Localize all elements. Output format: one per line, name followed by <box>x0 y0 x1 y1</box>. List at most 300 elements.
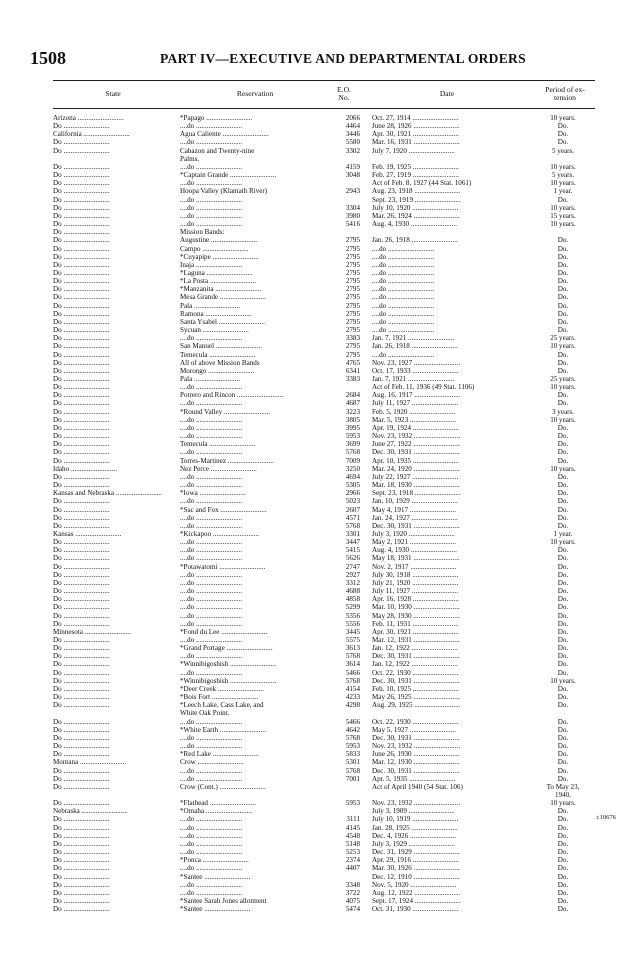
state-cell: Do .......................... <box>53 603 110 612</box>
table-row <box>0 791 630 799</box>
reservation-cell: Crow .......................... <box>180 758 244 767</box>
state-cell: Do .......................... <box>53 342 110 351</box>
table-row <box>0 285 630 293</box>
period-cell: Do. <box>557 864 569 873</box>
date-cell: Apr. 10, 1935 .......................... <box>372 456 459 465</box>
period-cell: Do. <box>557 277 569 286</box>
eo-number-cell: 2795 <box>345 326 360 335</box>
eo-number-cell: 2966 <box>345 489 360 498</box>
period-cell: Do. <box>557 733 569 742</box>
table-row <box>0 326 630 334</box>
date-cell: July 10, 1920 .......................... <box>372 203 459 212</box>
table-row <box>0 497 630 505</box>
table-row <box>0 832 630 840</box>
table-row <box>0 603 630 611</box>
reservation-cell: Santa Ysabel .......................... <box>180 317 265 326</box>
table-row <box>0 408 630 416</box>
state-cell: Montana .......................... <box>53 758 127 767</box>
eo-number-cell: 7009 <box>345 456 360 465</box>
period-cell: Do. <box>557 440 569 449</box>
date-cell: Oct. 31, 1930 .......................... <box>372 905 459 914</box>
eo-number-cell: 5768 <box>345 521 360 530</box>
reservation-cell: *Manzanita .......................... <box>180 285 262 294</box>
period-cell: Do. <box>557 750 569 759</box>
period-cell: Do. <box>557 742 569 751</box>
table-row <box>0 897 630 905</box>
state-cell: Do .......................... <box>53 619 110 628</box>
table-row <box>0 204 630 212</box>
state-cell: Do .......................... <box>53 660 110 669</box>
period-cell: 3 years. <box>551 407 575 416</box>
reservation-cell: Mission Bands: <box>180 228 225 237</box>
state-cell: Do .......................... <box>53 636 110 644</box>
table-row <box>0 212 630 220</box>
date-cell: Sept. 17, 1924 .......................... <box>372 897 461 905</box>
state-cell: Do .......................... <box>53 268 110 277</box>
reservation-cell: ....do .......................... <box>180 587 243 596</box>
reservation-cell: ....do .......................... <box>180 203 243 212</box>
reservation-cell: *Santee Sarah Jones allotment <box>180 897 267 905</box>
eo-number-cell: 4571 <box>345 513 360 522</box>
state-cell: Do .......................... <box>53 554 110 563</box>
table-row <box>0 905 630 913</box>
eo-number-cell: 4642 <box>345 725 360 734</box>
period-cell: Do. <box>557 244 569 253</box>
date-cell: Act of Feb. 8, 1927 (44 Stat. 1061) <box>372 179 472 188</box>
eo-number-cell: 3995 <box>345 423 360 432</box>
reservation-cell: ....do .......................... <box>180 766 243 775</box>
eo-number-cell: 5023 <box>345 497 360 506</box>
eo-number-cell: 3111 <box>346 815 360 824</box>
reservation-cell: ....do .......................... <box>180 334 243 343</box>
period-cell: Do. <box>557 587 569 596</box>
table-row <box>0 530 630 538</box>
reservation-cell: San Manuel .......................... <box>180 342 262 351</box>
reservation-cell: Temecula .......................... <box>180 350 256 359</box>
reservation-cell: ....do .......................... <box>180 423 243 432</box>
reservation-cell: ....do .......................... <box>180 481 243 490</box>
eo-number-cell: 5416 <box>345 220 360 229</box>
reservation-cell: ....do .......................... <box>180 652 243 661</box>
reservation-cell: ....do .......................... <box>180 733 243 742</box>
eo-number-cell: 2943 <box>345 187 360 196</box>
table-row <box>0 473 630 481</box>
period-cell: Do. <box>557 684 569 693</box>
state-cell: Do .......................... <box>53 799 110 808</box>
table-row <box>0 628 630 636</box>
eo-number-cell: 3447 <box>345 538 360 547</box>
reservation-cell: *Leech Lake, Cass Lake, and <box>180 701 264 710</box>
state-cell: Do .......................... <box>53 505 110 514</box>
period-cell: 10 years. <box>550 676 576 685</box>
period-cell: Do. <box>557 317 569 326</box>
table-row <box>0 718 630 726</box>
date-cell: ....do .......................... <box>372 309 435 318</box>
reservation-cell: ....do .......................... <box>180 570 243 579</box>
eo-number-cell: 5556 <box>345 619 360 628</box>
date-cell: Mar. 26, 1924 .......................... <box>372 211 460 220</box>
period-cell: Do. <box>557 831 569 840</box>
period-cell: Do. <box>557 285 569 294</box>
period-cell: Do. <box>557 815 569 824</box>
reservation-cell: ....do .......................... <box>180 595 243 604</box>
eo-number-cell: 2927 <box>345 570 360 579</box>
eo-number-cell: 5466 <box>345 668 360 677</box>
state-cell: Do .......................... <box>53 456 110 465</box>
date-cell: Jan. 7, 1921 .......................... <box>372 334 455 343</box>
state-cell: Do .......................... <box>53 823 110 832</box>
date-cell: Oct. 22, 1930 .......................... <box>372 717 459 726</box>
reservation-cell: Potrero and Rincon .......................... <box>180 391 284 400</box>
eo-number-cell: 4687 <box>345 399 360 408</box>
table-row <box>0 660 630 668</box>
date-cell: Nov. 23, 1932 .......................... <box>372 799 461 808</box>
reservation-cell: *Kickapoo .......................... <box>180 529 260 538</box>
date-cell: June 26, 1930 .......................... <box>372 750 460 759</box>
date-cell: Act of Feb. 11, 1936 (49 Stat. 1106) <box>372 383 475 392</box>
state-cell: Do .......................... <box>53 399 110 408</box>
date-cell: Aug. 29, 1925 .......................... <box>372 701 461 710</box>
eo-number-cell: 3312 <box>345 578 360 587</box>
date-cell: Oct. 17, 1933 .......................... <box>372 366 459 375</box>
reservation-cell: *Laguna .......................... <box>180 268 253 277</box>
reservation-cell: ....do .......................... <box>180 122 243 131</box>
table-row <box>0 155 630 163</box>
state-cell: Do .......................... <box>53 481 110 490</box>
period-cell: 1940. <box>555 790 571 799</box>
period-cell: Do. <box>557 260 569 269</box>
date-cell: July 3, 1909 .......................... <box>372 807 455 816</box>
date-cell: Nov. 23, 1932 .......................... <box>372 742 461 751</box>
state-cell: Do .......................... <box>53 725 110 734</box>
table-row <box>0 147 630 155</box>
reservation-cell: ....do .......................... <box>180 717 243 726</box>
eo-number-cell: 2795 <box>345 268 360 277</box>
state-cell: Do .......................... <box>53 260 110 269</box>
reservation-cell: *Sac and Fox .......................... <box>180 505 267 514</box>
table-row <box>0 391 630 399</box>
table-row <box>0 612 630 620</box>
period-cell: Do. <box>557 399 569 408</box>
eo-number-cell: 4548 <box>345 831 360 840</box>
table-row <box>0 122 630 130</box>
reservation-cell: ....do .......................... <box>180 432 243 441</box>
state-cell: Kansas and Nebraska .......................... <box>53 489 162 498</box>
state-cell: Do .......................... <box>53 578 110 587</box>
period-cell: To May 23, <box>546 782 580 791</box>
reservation-cell: Cabazon and Twenty-nine <box>180 146 255 155</box>
state-cell: Kansas .......................... <box>53 529 122 538</box>
reservation-cell: *Ponca .......................... <box>180 856 249 865</box>
eo-number-cell: 5575 <box>345 636 360 644</box>
eo-number-cell: 5833 <box>345 750 360 759</box>
table-row <box>0 783 630 791</box>
reservation-cell: *Potawatomi .......................... <box>180 562 266 571</box>
reservation-cell: ....do .......................... <box>180 497 243 506</box>
eo-number-cell: 5253 <box>345 848 360 857</box>
eo-number-cell: 2374 <box>345 856 360 865</box>
state-cell: Do .......................... <box>53 742 110 751</box>
reservation-cell: ....do .......................... <box>180 415 243 424</box>
period-cell: 15 years. <box>550 211 576 220</box>
eo-number-cell: 5953 <box>345 742 360 751</box>
date-cell: Aug. 23, 1918 .......................... <box>372 187 461 196</box>
reservation-cell: *Winnibigoshish .......................... <box>180 660 277 669</box>
period-cell: Do. <box>557 774 569 783</box>
state-cell: California .......................... <box>53 130 130 139</box>
date-cell: Mar. 5, 1923 .......................... <box>372 415 457 424</box>
reservation-cell: Pala .......................... <box>180 301 241 310</box>
reservation-cell: Temecula .......................... <box>180 440 256 449</box>
state-cell: Do .......................... <box>53 693 110 702</box>
eo-number-cell: 5415 <box>345 546 360 555</box>
state-cell: Do .......................... <box>53 897 110 905</box>
period-cell: Do. <box>557 766 569 775</box>
state-cell: Do .......................... <box>53 652 110 661</box>
period-cell: Do. <box>557 301 569 310</box>
reservation-cell: ....do .......................... <box>180 848 243 857</box>
reservation-cell: Augustine .......................... <box>180 236 258 245</box>
reservation-cell: *White Earth .......................... <box>180 725 266 734</box>
table-row <box>0 416 630 424</box>
date-cell: Dec. 4, 1926 .......................... <box>372 831 457 840</box>
reservation-cell: ....do .......................... <box>180 138 243 147</box>
reservation-cell: ....do .......................... <box>180 603 243 612</box>
period-cell: 10 years. <box>550 179 576 188</box>
eo-number-cell: 4233 <box>345 693 360 702</box>
reservation-cell: Campo .......................... <box>180 244 249 253</box>
eo-number-cell: 5466 <box>345 717 360 726</box>
table-row <box>0 359 630 367</box>
eo-number-cell: 6341 <box>345 366 360 375</box>
state-cell: Do .......................... <box>53 277 110 286</box>
period-cell: Do. <box>557 660 569 669</box>
reservation-cell: *Fond du Lee .......................... <box>180 627 268 636</box>
table-row <box>0 253 630 261</box>
table-row <box>0 399 630 407</box>
period-cell: 10 years. <box>550 342 576 351</box>
eo-number-cell: 3223 <box>345 407 360 416</box>
reservation-cell: ....do .......................... <box>180 815 243 824</box>
state-cell: Do .......................... <box>53 888 110 897</box>
date-cell: Dec. 30, 1931 .......................... <box>372 652 460 661</box>
period-cell: Do. <box>557 758 569 767</box>
table-row <box>0 448 630 456</box>
date-cell: July 11, 1927 .......................... <box>372 587 459 596</box>
reservation-cell: Mesa Grande .......................... <box>180 293 266 302</box>
eo-number-cell: 5299 <box>345 603 360 612</box>
state-cell: Do .......................... <box>53 309 110 318</box>
period-cell: Do. <box>557 839 569 848</box>
period-cell: 1 year. <box>553 529 573 538</box>
date-cell: Dec. 30, 1931 .......................... <box>372 733 460 742</box>
reservation-cell: *Iowa .......................... <box>180 489 246 498</box>
eo-number-cell: 4145 <box>345 823 360 832</box>
eo-number-cell: 5768 <box>345 766 360 775</box>
col-header-reservation: Reservation <box>236 89 274 98</box>
margin-note: ±10676 <box>596 814 616 821</box>
table-row <box>0 114 630 122</box>
period-cell: 10 years. <box>550 203 576 212</box>
eo-number-cell: 3304 <box>345 203 360 212</box>
date-cell: ....do .......................... <box>372 317 435 326</box>
date-cell: Feb. 19, 1925 .......................... <box>372 162 459 171</box>
state-cell: Do .......................... <box>53 782 110 791</box>
period-cell: Do. <box>557 481 569 490</box>
eo-number-cell: 2795 <box>345 350 360 359</box>
period-cell: Do. <box>557 701 569 710</box>
date-cell: ....do .......................... <box>372 277 435 286</box>
period-cell: Do. <box>557 725 569 734</box>
eo-number-cell: 2795 <box>345 236 360 245</box>
date-cell: ....do .......................... <box>372 268 435 277</box>
period-cell: Do. <box>557 472 569 481</box>
table-row <box>0 815 630 823</box>
table-row <box>0 130 630 138</box>
eo-number-cell: 5474 <box>345 905 360 914</box>
state-cell: Do .......................... <box>53 521 110 530</box>
reservation-cell: ....do .......................... <box>180 521 243 530</box>
table-row <box>0 758 630 766</box>
date-cell: Jan. 26, 1918 .......................... <box>372 342 458 351</box>
state-cell: Do .......................... <box>53 717 110 726</box>
table-row <box>0 383 630 391</box>
table-row <box>0 669 630 677</box>
state-cell: Do .......................... <box>53 171 110 180</box>
reservation-cell: ....do .......................... <box>180 220 243 229</box>
period-cell: Do. <box>557 619 569 628</box>
date-cell: Mar. 12, 1931 .......................... <box>372 636 460 644</box>
date-cell: Apr. 30, 1921 .......................... <box>372 130 459 139</box>
state-cell: Do .......................... <box>53 570 110 579</box>
reservation-cell: *Papago .......................... <box>180 114 253 122</box>
eo-number-cell: 3348 <box>345 880 360 889</box>
reservation-table <box>0 114 630 913</box>
eo-number-cell: 2795 <box>345 252 360 261</box>
state-cell: Do .......................... <box>53 774 110 783</box>
reservation-cell: *Santee .......................... <box>180 872 251 881</box>
table-row <box>0 652 630 660</box>
eo-number-cell: 3722 <box>345 888 360 897</box>
reservation-cell: ....do .......................... <box>180 839 243 848</box>
state-cell: Do .......................... <box>53 538 110 547</box>
date-cell: July 7, 1920 .......................... <box>372 146 455 155</box>
date-cell: Feb. 5, 1920 .......................... <box>372 407 456 416</box>
date-cell: Mar. 30, 1926 .......................... <box>372 864 460 873</box>
date-cell: May 26, 1925 .......................... <box>372 693 460 702</box>
table-row <box>0 351 630 359</box>
eo-number-cell: 4407 <box>345 864 360 873</box>
table-row <box>0 236 630 244</box>
reservation-cell: ....do .......................... <box>180 774 243 783</box>
reservation-cell: Nez Perce .......................... <box>180 464 257 473</box>
eo-number-cell: 2795 <box>345 277 360 286</box>
reservation-cell: Morongo .......................... <box>180 366 255 375</box>
date-cell: Mar. 24, 1920 .......................... <box>372 464 460 473</box>
date-cell: Dec. 30, 1931 .......................... <box>372 676 460 685</box>
reservation-cell: Hoopa Valley (Klamath River) <box>180 187 268 196</box>
period-cell: Do. <box>557 489 569 498</box>
date-cell: Jan. 12, 1922 .......................... <box>372 660 458 669</box>
table-row <box>0 506 630 514</box>
reservation-cell: ....do .......................... <box>180 538 243 547</box>
table-row <box>0 440 630 448</box>
date-cell: May 4, 1917 .......................... <box>372 505 456 514</box>
eo-number-cell: 3980 <box>345 211 360 220</box>
eo-number-cell: 2795 <box>345 293 360 302</box>
reservation-cell: *Red Lake .......................... <box>180 750 259 759</box>
table-row <box>0 709 630 717</box>
state-cell: Minnesota .......................... <box>53 627 131 636</box>
date-cell: Dec. 12, 1910 .......................... <box>372 872 460 881</box>
date-cell: Feb. 10, 1925 .......................... <box>372 684 459 693</box>
period-cell: Do. <box>557 497 569 506</box>
state-cell: Do .......................... <box>53 766 110 775</box>
table-row <box>0 701 630 709</box>
state-cell: Nebraska .......................... <box>53 807 128 816</box>
state-cell: Do .......................... <box>53 350 110 359</box>
date-cell: July 22, 1927 .......................... <box>372 472 459 481</box>
table-row <box>0 571 630 579</box>
date-cell: July 3, 1929 .......................... <box>372 839 455 848</box>
state-cell: Do .......................... <box>53 432 110 441</box>
col-header-date: Date <box>439 89 455 98</box>
state-cell: Do .......................... <box>53 326 110 335</box>
reservation-cell: ....do .......................... <box>180 888 243 897</box>
date-cell: Apr. 5, 1935 .......................... <box>372 774 456 783</box>
table-row <box>0 318 630 326</box>
table-row <box>0 465 630 473</box>
table-row <box>0 799 630 807</box>
page-title: PART IV—EXECUTIVE AND DEPARTMENTAL ORDERS <box>160 51 526 66</box>
page-number: 1508 <box>30 48 66 68</box>
reservation-cell: ....do .......................... <box>180 472 243 481</box>
state-cell: Do .......................... <box>53 285 110 294</box>
period-cell: Do. <box>557 448 569 457</box>
period-cell: 10 years. <box>550 464 576 473</box>
reservation-cell: ....do .......................... <box>180 831 243 840</box>
date-cell: ....do .......................... <box>372 252 435 261</box>
date-cell: ....do .......................... <box>372 350 435 359</box>
table-row <box>0 726 630 734</box>
period-cell: Do. <box>557 309 569 318</box>
period-cell: Do. <box>557 432 569 441</box>
table-row <box>0 734 630 742</box>
period-cell: Do. <box>557 652 569 661</box>
eo-number-cell: 3446 <box>345 130 360 139</box>
table-row <box>0 538 630 546</box>
eo-number-cell: 3699 <box>345 440 360 449</box>
period-cell: Do. <box>557 880 569 889</box>
reservation-cell: *Flathead .......................... <box>180 799 256 808</box>
state-cell: Do .......................... <box>53 358 110 367</box>
date-cell: July 3, 1920 .......................... <box>372 529 455 538</box>
table-row <box>0 856 630 864</box>
table-row <box>0 310 630 318</box>
state-cell: Do .......................... <box>53 750 110 759</box>
period-cell: Do. <box>557 823 569 832</box>
eo-number-cell: 5768 <box>345 448 360 457</box>
state-cell: Do .......................... <box>53 366 110 375</box>
period-cell: Do. <box>557 554 569 563</box>
eo-number-cell: 5580 <box>345 138 360 147</box>
period-cell: 25 years. <box>550 375 576 383</box>
eo-number-cell: 2795 <box>345 342 360 351</box>
state-cell: Do .......................... <box>53 733 110 742</box>
date-cell: July 10, 1919 .......................... <box>372 815 459 824</box>
eo-number-cell: 4694 <box>345 472 360 481</box>
table-row <box>0 677 630 685</box>
